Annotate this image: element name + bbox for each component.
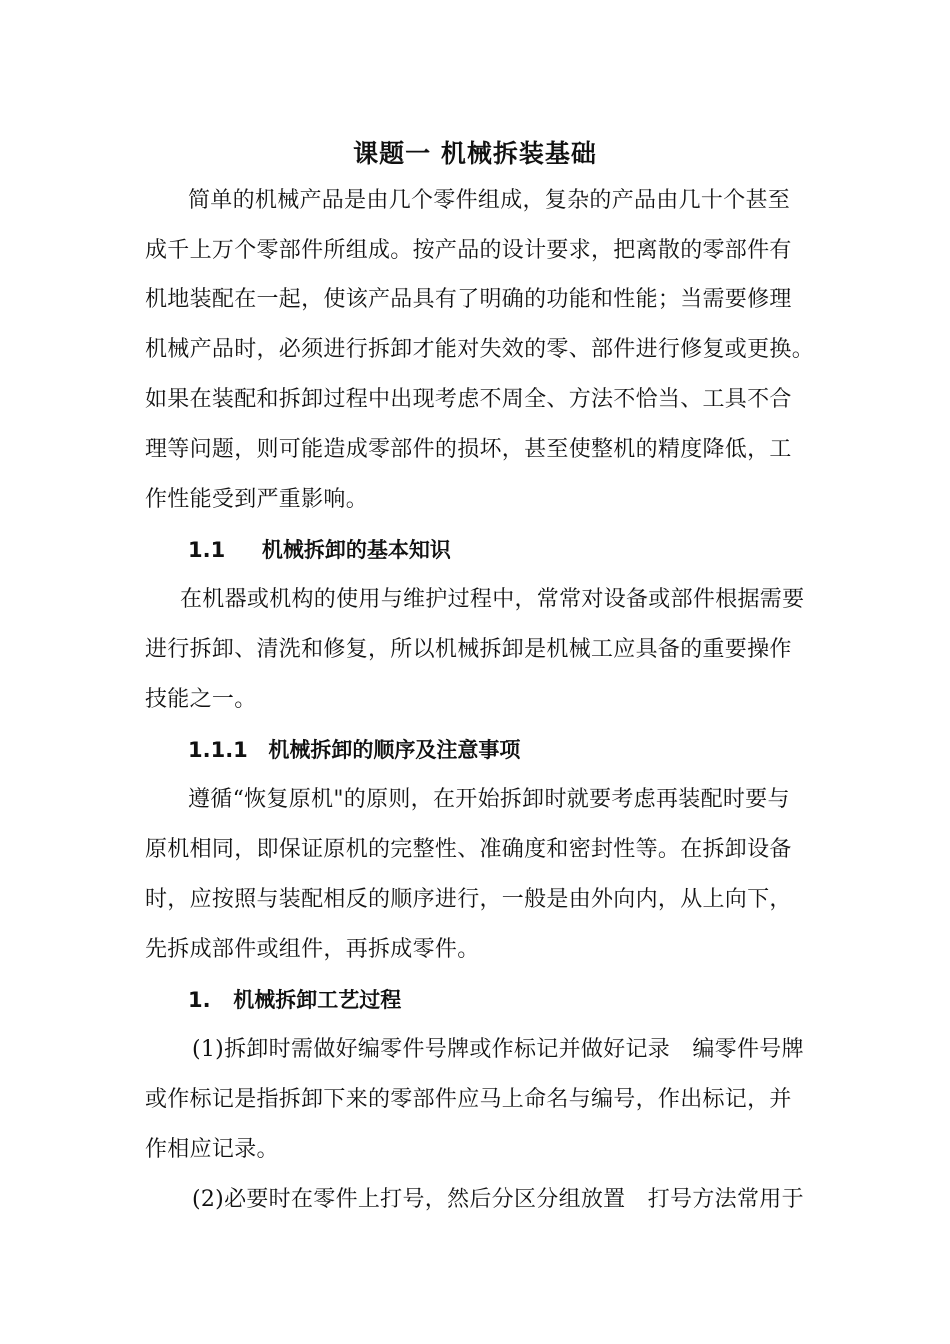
item-1-line: 作相应记录。 (145, 1137, 279, 1162)
section-number: 1.1 (188, 538, 226, 562)
intro-line: 如果在装配和拆卸过程中出现考虑不周全、方法不恰当、工具不合 (145, 387, 792, 412)
section-1-1-line: 进行拆卸、清洗和修复，所以机械拆卸是机械工应具备的重要操作 (145, 637, 792, 662)
section-1-1-1-line: 遵循“恢复原机"的原则，在开始拆卸时就要考虑再装配时要与 (188, 787, 790, 812)
section-1-1-1-heading (188, 736, 520, 764)
section-1-1-1-line: 原机相同，即保证原机的完整性、准确度和密封性等。在拆卸设备 (145, 837, 792, 862)
subsection-number: 1. (188, 988, 211, 1012)
intro-line: 成千上万个零部件所组成。按产品的设计要求，把离散的零部件有 (145, 238, 792, 263)
section-title: 机械拆卸的顺序及注意事项 (268, 738, 521, 762)
section-1-1-1-line: 时，应按照与装配相反的顺序进行，一般是由外向内，从上向下， (145, 887, 792, 912)
item-1-line: (1)拆卸时需做好编零件号牌或作标记并做好记录 编零件号牌 (192, 1037, 804, 1062)
document-title: 课题一 机械拆装基础 (353, 139, 597, 168)
section-1-1-line: 在机器或机构的使用与维护过程中，常常对设备或部件根据需要 (180, 587, 805, 612)
section-1-1-heading (188, 536, 451, 564)
item-2-line: (2)必要时在零件上打号，然后分区分组放置 打号方法常用于 (192, 1187, 804, 1212)
intro-line: 简单的机械产品是由几个零件组成，复杂的产品由几十个甚至 (188, 188, 791, 213)
section-title: 机械拆卸的基本知识 (261, 538, 451, 562)
section-number: 1.1.1 (188, 738, 248, 762)
item-1-line: 或作标记是指拆卸下来的零部件应马上命名与编号，作出标记，并 (145, 1087, 792, 1112)
intro-line: 机械产品时，必须进行拆卸才能对失效的零、部件进行修复或更换。 (145, 337, 815, 362)
subsection-title: 机械拆卸工艺过程 (233, 988, 402, 1012)
intro-line: 理等问题，则可能造成零部件的损坏，甚至使整机的精度降低，工 (145, 437, 792, 462)
subsection-1-heading (188, 986, 401, 1014)
section-1-1-1-line: 先拆成部件或组件，再拆成零件。 (145, 937, 480, 962)
intro-line: 机地装配在一起，使该产品具有了明确的功能和性能；当需要修理 (145, 287, 792, 312)
intro-line: 作性能受到严重影响。 (145, 487, 369, 512)
section-1-1-line: 技能之一。 (145, 687, 257, 712)
